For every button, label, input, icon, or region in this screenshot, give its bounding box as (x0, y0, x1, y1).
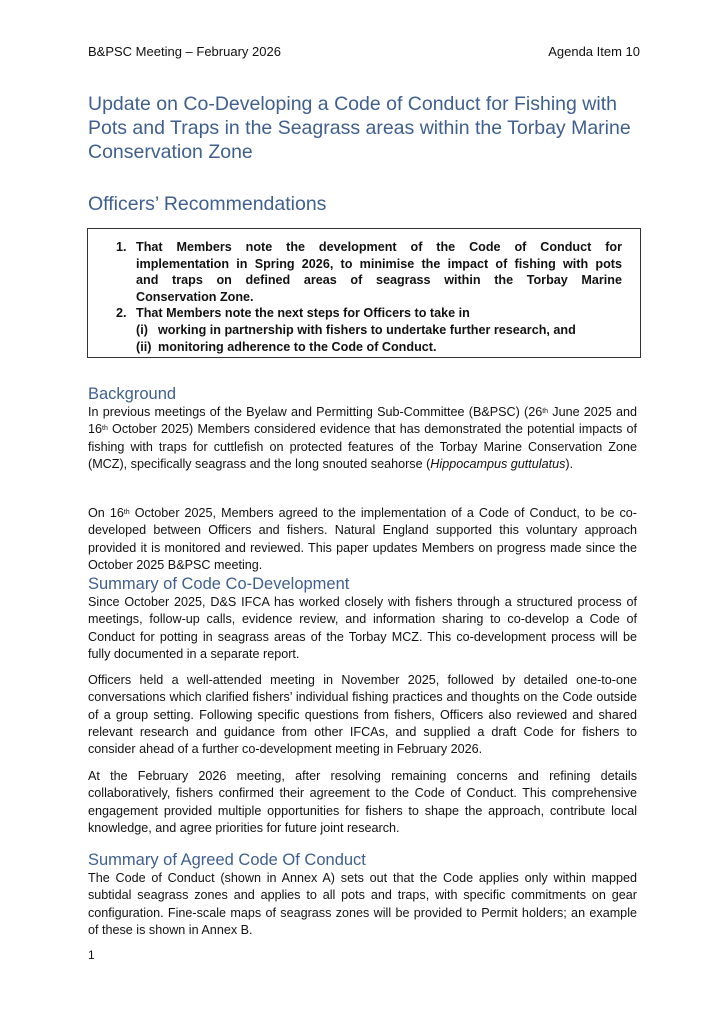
superscript: th (123, 509, 130, 516)
recommendation-line: That Members note the next steps for Officers to take in (136, 306, 470, 320)
subitem-text: working in partnership with fishers to undertake further research, and (158, 323, 576, 337)
superscript: th (542, 408, 549, 415)
background-paragraph-2 (88, 505, 637, 574)
codevelopment-paragraph-1: Since October 2025, D&S IFCA has worked closely with fishers through a structured process of meetings, follow-up calls, evidence review, and information sharing to co-develop a Code of Conduct for potting in seagrass areas of the Torbay MCZ. This co-development process will be fully documented in a separate report. (88, 595, 637, 661)
recommendation-line: Conservation Zone. (136, 289, 254, 304)
text-run: ). (565, 456, 574, 471)
page-header (88, 44, 640, 59)
page-number: 1 (88, 948, 95, 962)
superscript: th (102, 425, 108, 433)
codevelopment-paragraph-2: Officers held a well-attended meeting in November 2025, followed by detailed one-to-one conversations which clarified fishers’ individual fishing practices and thoughts on the Code outside of a group setting. Following specific questions from fishers, Officers also reviewed and shared relevant research and guidance from other IFCAs, and supplied a draft Code for fishers to consider ahead of a further co-development meeting in February 2026. (88, 673, 637, 757)
subitem-number: (i) (136, 323, 148, 337)
subitem-number: (ii) (136, 339, 152, 354)
agenda-item-label: Agenda Item 10 (548, 44, 640, 59)
document-title: Update on Co-Developing a Code of Conduct for Fishing with Pots and Traps in the Seagrass areas within the Torbay Marine Conservation Zone (88, 93, 631, 163)
recommendation-number: 1. (116, 240, 127, 254)
codevelopment-heading: Summary of Code Co-Development (88, 575, 350, 593)
text-run: In previous meetings of the Byelaw and Permitting Sub-Committee (B&PSC) (26 (88, 405, 543, 419)
text-run: October 2025) Members considered evidence that has demonstrated the potential impacts of fishing with traps for cuttlefish on protected features of the Torbay Marine Conservation Zone (MCZ), specifically seagrass and the long snouted seahorse ( (88, 422, 637, 471)
meeting-label: B&PSC Meeting – February 2026 (88, 44, 281, 59)
recommendations-heading: Officers’ Recommendations (88, 193, 327, 215)
recommendation-line: and traps on defined areas of seagrass within the Torbay Marine (136, 273, 622, 287)
recommendations-box (87, 228, 641, 358)
background-paragraph-1 (88, 404, 637, 473)
recommendation-subitem-i (136, 322, 576, 339)
recommendation-number: 2. (116, 306, 127, 320)
agreed-code-heading: Summary of Agreed Code Of Conduct (88, 851, 366, 869)
text-run: On 16 (88, 506, 124, 520)
text-run: October 2025, Members agreed to the implementation of a Code of Conduct, to be co-developed between Officers and fishers. Natural England supported this voluntary approach provided it is monitored and reviewed. This paper updates Members on progress made since the October 2025 B&PSC meeting. (88, 506, 638, 572)
recommendation-line: implementation in Spring 2026, to minimise the impact of fishing with pots (136, 256, 622, 271)
text-run: June 2025 and 16 (88, 405, 637, 437)
agreed-code-paragraph: The Code of Conduct (shown in Annex A) sets out that the Code applies only within mapped subtidal seagrass zones and applies to all pots and traps, with specific commitments on gear configuration. Fine-scale maps of seagrass zones will be provided to Permit holders; an example of these is shown in Annex B. (88, 871, 637, 937)
recommendation-subitem-ii (136, 339, 436, 356)
species-name: Hippocampus guttulatus (430, 456, 566, 471)
background-heading: Background (88, 385, 177, 403)
subitem-text: monitoring adherence to the Code of Conduct. (158, 339, 437, 354)
codevelopment-paragraph-3: At the February 2026 meeting, after resolving remaining concerns and refining details collaboratively, fishers confirmed their agreement to the Code of Conduct. This comprehensive engagement provided multiple opportunities for fishers to shape the approach, contribute local knowledge, and agree priorities for future joint research. (88, 769, 637, 835)
recommendation-line: That Members note the development of the Code of Conduct for (136, 240, 622, 254)
